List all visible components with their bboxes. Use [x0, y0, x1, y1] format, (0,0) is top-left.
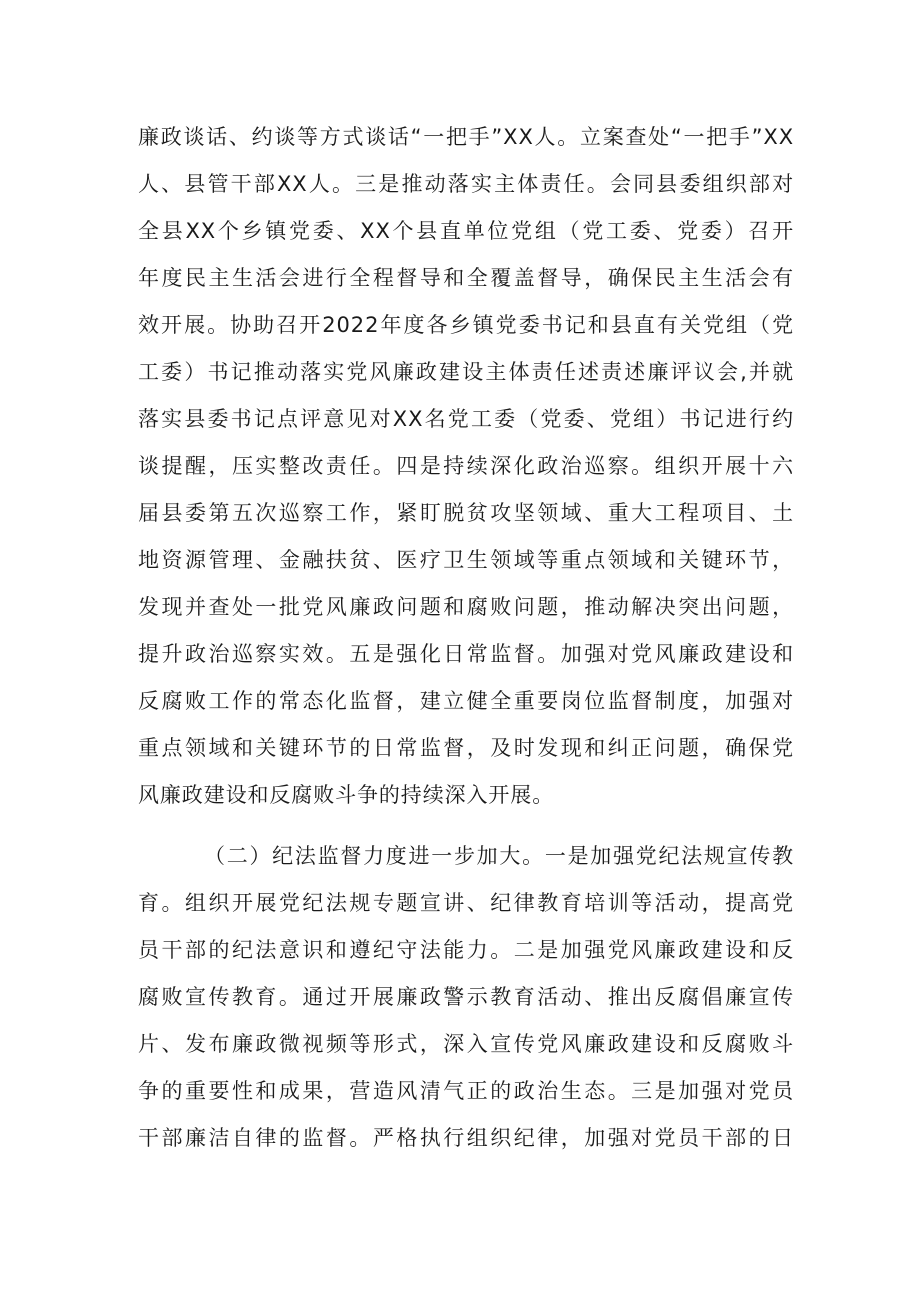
text-line: 工委）书记推动落实党风廉政建设主体责任述责述廉评议会,并就 [138, 360, 794, 384]
text-line: 效开展。协助召开2022年度各乡镇党委书记和县直有关党组（党 [138, 313, 794, 337]
text-line: 届县委第五次巡察工作，紧盯脱贫攻坚领域、重大工程项目、土 [138, 501, 794, 525]
section-heading-line: （二）纪法监督力度进一步加大。一是加强党纪法规宣传教 [204, 844, 794, 868]
text-line: 提升政治巡察实效。五是强化日常监督。加强对党风廉政建设和 [138, 642, 794, 666]
text-line: 育。组织开展党纪法规专题宣讲、纪律教育培训等活动，提高党 [138, 891, 794, 915]
paragraph-continued [138, 114, 794, 819]
text-line: 发现并查处一批党风廉政问题和腐败问题，推动解决突出问题， [138, 595, 794, 619]
text-line: 廉政谈话、约谈等方式谈话“一把手”XX人。立案查处“一把手”XX [138, 125, 794, 149]
text-line: 员干部的纪法意识和遵纪守法能力。二是加强党风廉政建设和反 [138, 938, 794, 962]
text-line: 重点领域和关键环节的日常监督，及时发现和纠正问题，确保党 [138, 736, 794, 760]
text-line: 反腐败工作的常态化监督，建立健全重要岗位监督制度，加强对 [138, 689, 794, 713]
text-line: 争的重要性和成果，营造风清气正的政治生态。三是加强对党员 [138, 1079, 794, 1103]
paragraph-section-2 [138, 833, 794, 1162]
text-line: 谈提醒，压实整改责任。四是持续深化政治巡察。组织开展十六 [138, 454, 794, 478]
text-line: 片、发布廉政微视频等形式，深入宣传党风廉政建设和反腐败斗 [138, 1032, 794, 1056]
text-line: 年度民主生活会进行全程督导和全覆盖督导，确保民主生活会有 [138, 266, 794, 290]
text-line: 落实县委书记点评意见对XX名党工委（党委、党组）书记进行约 [138, 407, 794, 431]
text-line: 干部廉洁自律的监督。严格执行组织纪律，加强对党员干部的日 [138, 1126, 794, 1150]
text-line: 人、县管干部XX人。三是推动落实主体责任。会同县委组织部对 [138, 172, 794, 196]
text-line: 全县XX个乡镇党委、XX个县直单位党组（党工委、党委）召开 [138, 219, 794, 243]
text-line: 风廉政建设和反腐败斗争的持续深入开展。 [138, 783, 555, 807]
text-line: 腐败宣传教育。通过开展廉政警示教育活动、推出反腐倡廉宣传 [138, 985, 794, 1009]
text-line: 地资源管理、金融扶贫、医疗卫生领域等重点领域和关键环节， [138, 548, 794, 572]
